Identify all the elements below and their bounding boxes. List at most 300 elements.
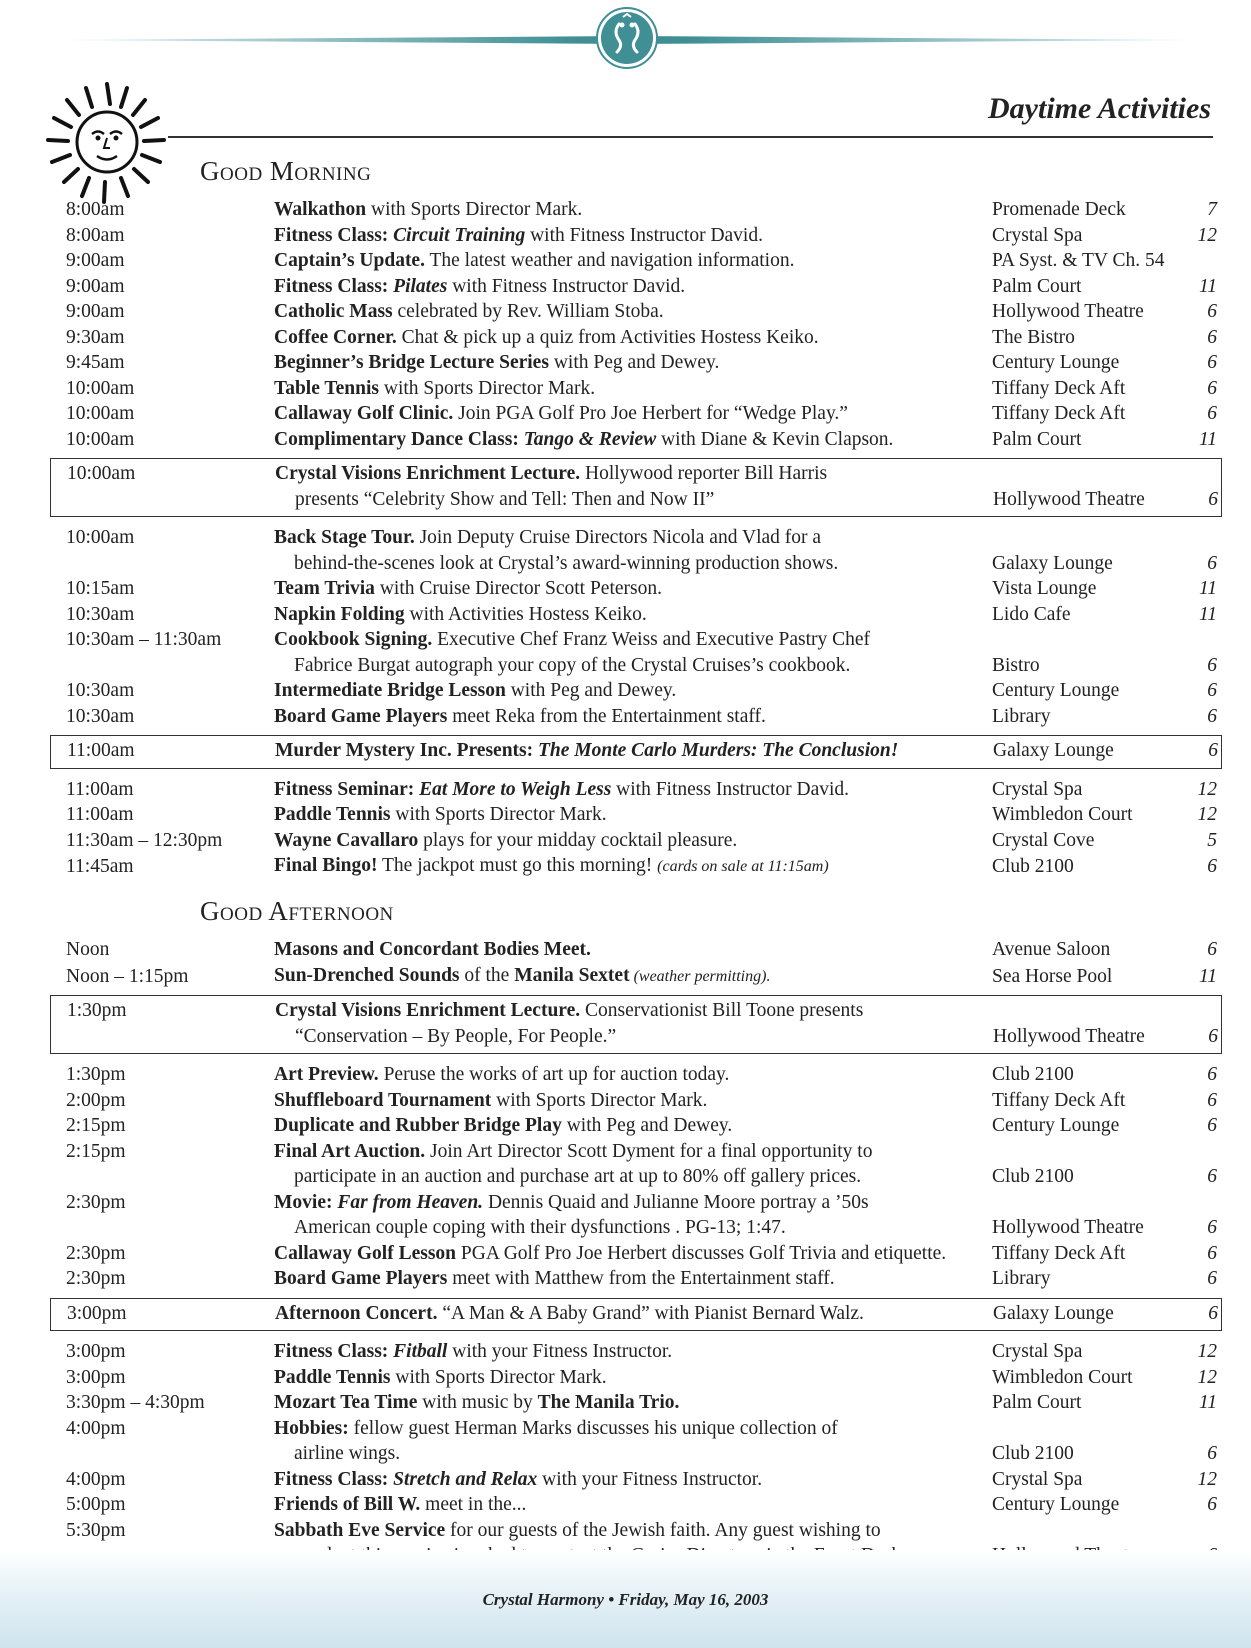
event-location: Tiffany Deck Aft: [992, 403, 1126, 424]
event-time: 10:00am: [66, 428, 135, 450]
event-name: Hobbies:: [274, 1417, 349, 1439]
event-name: Callaway Golf Clinic.: [274, 403, 454, 424]
event-detail: with Peg and Dewey.: [561, 1115, 733, 1136]
event-name: Callaway Golf Lesson: [274, 1242, 457, 1264]
event-detail: for our guests of the Jewish faith. Any guest wishing to: [445, 1519, 881, 1541]
event-detail-continued: behind-the-scenes look at Crystal’s award-winning production shows.: [294, 552, 839, 574]
event-detail: with Fitness Instructor David.: [611, 778, 850, 800]
event-description: [274, 678, 992, 704]
deck-number: 6: [1207, 939, 1217, 960]
deck-number: 6: [1207, 705, 1217, 727]
event-location: Crystal Spa: [992, 1341, 1083, 1362]
section-heading-afternoon: Good Afternoon: [200, 896, 394, 926]
event-description-line: [274, 1492, 992, 1518]
event-detail: with Peg and Dewey.: [548, 352, 720, 373]
event-name: Complimentary Dance Class:: [274, 428, 524, 450]
event-time: 9:00am: [66, 301, 125, 322]
event-detail: with music by: [417, 1392, 538, 1413]
event-name: Intermediate Bridge Lesson: [274, 680, 506, 701]
event-name: Sun-Drenched Sounds: [274, 964, 460, 986]
event-subtitle: Fitball: [393, 1341, 448, 1362]
event-name: Walkathon: [274, 199, 367, 220]
schedule-row: [56, 1088, 1216, 1114]
event-description: [274, 937, 992, 963]
event-location: Galaxy Lounge: [993, 1302, 1114, 1324]
event-description: [274, 1365, 992, 1391]
event-description-line: [274, 802, 992, 828]
event-description: [275, 998, 993, 1049]
event-detail: Join Deputy Cruise Directors Nicola and Vlad for a: [414, 527, 822, 548]
event-location: Galaxy Lounge: [992, 552, 1113, 574]
schedule-row: [56, 576, 1216, 602]
event-time: 8:00am: [66, 224, 125, 246]
event-description: [275, 461, 993, 512]
event-detail: with Diane & Kevin Clapson.: [656, 428, 894, 450]
event-description: [274, 1266, 992, 1292]
event-location: Wimbledon Court: [992, 1366, 1133, 1388]
event-description-line: [274, 427, 992, 453]
event-time: 11:00am: [66, 778, 134, 800]
deck-number: 11: [1198, 965, 1217, 987]
event-name: Catholic Mass: [274, 301, 393, 322]
schedule-row: [56, 274, 1216, 300]
event-detail: of the: [459, 964, 515, 986]
event-name: Final Bingo!: [274, 855, 378, 876]
event-description-line: [274, 401, 992, 427]
deck-number: 12: [1197, 1366, 1217, 1388]
sun-face-icon: [42, 78, 172, 208]
event-location: Avenue Saloon: [992, 939, 1111, 960]
deck-number: 6: [1207, 301, 1217, 322]
event-description-line: [274, 350, 992, 376]
deck-number: 6: [1207, 1268, 1217, 1289]
event-detail: Executive Chef Franz Weiss and Executive Pastry Chef: [432, 629, 871, 650]
event-detail: Hollywood reporter Bill Harris: [580, 463, 828, 484]
event-description-line: [275, 738, 993, 764]
event-description: [274, 627, 992, 678]
schedule-row: [57, 738, 1218, 764]
deck-number: 6: [1208, 488, 1218, 510]
event-name: Beginner’s Bridge Lecture Series: [274, 352, 549, 373]
event-description-line: [274, 299, 992, 325]
event-name: Movie:: [274, 1191, 338, 1213]
deck-number: 6: [1207, 1443, 1217, 1464]
event-detail: PGA Golf Pro Joe Herbert discusses Golf Trivia and etiquette.: [456, 1242, 947, 1264]
event-detail: meet with Matthew from the Entertainment staff.: [447, 1268, 835, 1289]
event-description-line: [274, 828, 992, 854]
event-detail: with Fitness Instructor David.: [525, 224, 763, 246]
event-time: 9:45am: [66, 352, 125, 373]
event-description-line: [274, 248, 992, 274]
event-name: Murder Mystery Inc. Presents:: [275, 740, 539, 761]
event-detail: Conservationist Bill Toone presents: [580, 1000, 864, 1021]
event-description: [274, 963, 992, 990]
schedule-row: [56, 525, 1216, 576]
event-subtitle: Far from Heaven.: [337, 1191, 484, 1213]
event-name: Wayne Cavallaro: [274, 829, 419, 851]
event-location: Hollywood Theatre: [992, 1217, 1144, 1238]
event-name: Board Game Players: [274, 705, 448, 727]
deck-number: 6: [1207, 1166, 1217, 1187]
deck-number: 12: [1197, 1341, 1217, 1362]
event-location: Crystal Spa: [992, 778, 1083, 800]
event-time: 10:00am: [66, 403, 135, 424]
event-description: [274, 828, 992, 854]
event-time: 2:15pm: [66, 1115, 126, 1136]
event-location: Crystal Cove: [992, 829, 1095, 851]
event-description-line: [274, 1467, 992, 1493]
event-time: 9:00am: [66, 275, 125, 297]
event-name: Art Preview.: [274, 1064, 379, 1085]
event-description-line: [275, 1301, 993, 1327]
deck-number: 6: [1207, 1089, 1217, 1111]
event-subtitle: Eat More to Weigh Less: [419, 778, 612, 800]
event-name: Fitness Class:: [274, 1341, 394, 1362]
event-time: 4:00pm: [66, 1468, 126, 1490]
schedule-row: [56, 802, 1216, 828]
event-location: Hollywood Theatre: [993, 1025, 1145, 1047]
event-name: Paddle Tennis: [274, 1366, 391, 1388]
event-description: [274, 1113, 992, 1139]
event-detail: with your Fitness Instructor.: [447, 1341, 673, 1362]
schedule-row: [56, 777, 1216, 803]
event-time: 2:30pm: [66, 1191, 126, 1213]
event-name: Fitness Class:: [274, 224, 394, 246]
schedule-row: [57, 1301, 1218, 1327]
event-subtitle: Pilates: [393, 275, 448, 297]
schedule-row: [56, 678, 1216, 704]
event-description-line: [274, 1139, 992, 1165]
event-time: 5:30pm: [66, 1519, 126, 1541]
page-title: Daytime Activities: [988, 92, 1211, 125]
event-time: 1:30pm: [66, 1064, 126, 1085]
event-description: [274, 1467, 992, 1493]
schedule-row: [56, 963, 1216, 990]
schedule-row: [56, 937, 1216, 963]
event-detail-continued: airline wings.: [294, 1443, 401, 1464]
event-note: (weather permitting).: [629, 967, 771, 985]
event-detail: fellow guest Herman Marks discusses his unique collection of: [348, 1417, 838, 1439]
event-description: [274, 602, 992, 628]
schedule-row: [56, 1062, 1216, 1088]
event-name: Table Tennis: [274, 377, 379, 399]
event-location: Palm Court: [992, 1392, 1082, 1413]
event-description: [274, 1339, 992, 1365]
schedule-row: [56, 350, 1216, 376]
event-description: [274, 248, 992, 274]
event-note: (cards on sale at 11:15am): [657, 858, 829, 875]
event-description: [274, 350, 992, 376]
event-name: Captain’s Update.: [274, 250, 425, 271]
schedule-row: [56, 1266, 1216, 1292]
event-description-line: [274, 1416, 992, 1442]
event-description: [274, 1492, 992, 1518]
event-name: Fitness Seminar:: [274, 778, 420, 800]
event-time: 11:45am: [66, 856, 134, 877]
event-time: 3:00pm: [67, 1302, 127, 1324]
event-description-line: [274, 1062, 992, 1088]
schedule-row: [56, 1241, 1216, 1267]
deck-number: 11: [1198, 275, 1217, 297]
event-detail: with Activities Hostess Keiko.: [404, 603, 647, 625]
event-detail: Chat & pick up a quiz from Activities Hostess Keiko.: [396, 326, 819, 348]
event-name: Cookbook Signing.: [274, 629, 433, 650]
event-name: Sabbath Eve Service: [274, 1519, 446, 1541]
schedule-row: [56, 427, 1216, 453]
event-description: [274, 1088, 992, 1114]
event-time: 9:30am: [66, 326, 125, 348]
event-description: [274, 704, 992, 730]
event-name: Fitness Class:: [274, 1468, 394, 1490]
event-subtitle: Tango & Review: [523, 428, 657, 450]
event-description: [274, 197, 992, 223]
featured-event-box: [50, 995, 1222, 1054]
event-location: Vista Lounge: [992, 578, 1097, 599]
event-name: Shuffleboard Tournament: [274, 1089, 492, 1111]
schedule-row: [56, 1390, 1216, 1416]
event-description-line: [274, 1339, 992, 1365]
event-description: [274, 853, 992, 880]
schedule-row: [56, 828, 1216, 854]
deck-number: 6: [1207, 377, 1217, 399]
event-location: Lido Cafe: [992, 603, 1071, 625]
title-rule: [168, 136, 1213, 138]
event-location: Palm Court: [992, 428, 1082, 450]
event-name: Duplicate and Rubber Bridge Play: [274, 1115, 562, 1136]
event-time: Noon – 1:15pm: [66, 965, 189, 987]
event-description-line: [274, 963, 992, 990]
schedule-row: [56, 376, 1216, 402]
footer-text: Crystal Harmony • Friday, May 16, 2003: [482, 1590, 769, 1609]
event-time: 11:00am: [67, 740, 135, 761]
event-name: Team Trivia: [274, 578, 375, 599]
event-description: [275, 738, 993, 764]
event-time: 10:30am: [66, 603, 135, 625]
event-description-line: [274, 853, 992, 880]
event-description: [274, 802, 992, 828]
event-location: Hollywood Theatre: [993, 488, 1145, 510]
schedule-row: [56, 1467, 1216, 1493]
schedule-row: [56, 1139, 1216, 1190]
deck-number: 6: [1207, 352, 1217, 373]
schedule-row: [56, 299, 1216, 325]
deck-number: 6: [1207, 654, 1217, 676]
event-location: Hollywood Theatre: [992, 301, 1144, 322]
event-detail: Dennis Quaid and Julianne Moore portray a ’50s: [483, 1191, 869, 1213]
event-detail: with Sports Director Mark.: [390, 1366, 607, 1388]
event-time: 11:00am: [66, 804, 134, 825]
event-description-line: [274, 525, 992, 551]
event-detail: plays for your midday cocktail pleasure.: [418, 829, 738, 851]
event-description-line: [274, 576, 992, 602]
event-description-line: [274, 1518, 992, 1544]
event-subtitle: Stretch and Relax: [393, 1468, 538, 1490]
event-location: Promenade Deck: [992, 199, 1126, 220]
deck-number: 6: [1208, 1302, 1218, 1324]
event-time: 10:30am: [66, 680, 135, 701]
schedule-row: [56, 602, 1216, 628]
event-detail: The jackpot must go this morning!: [377, 855, 658, 876]
event-location: Century Lounge: [992, 1115, 1120, 1136]
deck-number: 12: [1197, 1468, 1217, 1490]
event-time: Noon: [66, 939, 110, 960]
event-time: 10:30am – 11:30am: [66, 629, 222, 650]
deck-number: 6: [1208, 740, 1218, 761]
deck-number: 11: [1198, 578, 1217, 599]
seahorse-medallion-icon: [595, 6, 659, 70]
event-description: [274, 777, 992, 803]
event-detail-continued: “Conservation – By People, For People.”: [295, 1025, 617, 1047]
schedule-row: [56, 627, 1216, 678]
event-detail: meet Reka from the Entertainment staff.: [447, 705, 766, 727]
event-time: 5:00pm: [66, 1494, 126, 1515]
event-time: 8:00am: [66, 199, 125, 220]
event-location: Century Lounge: [992, 1494, 1120, 1515]
event-detail-continued: presents “Celebrity Show and Tell: Then and Now II”: [295, 488, 715, 510]
event-location: Club 2100: [992, 1166, 1074, 1187]
schedule-row: [57, 461, 1218, 512]
event-description-line: [275, 461, 993, 487]
event-time: 2:00pm: [66, 1089, 126, 1111]
schedule-row: [56, 1492, 1216, 1518]
event-time: 2:30pm: [66, 1268, 126, 1289]
event-description-line: [274, 1390, 992, 1416]
event-time: 11:30am – 12:30pm: [66, 829, 223, 851]
event-name: Afternoon Concert.: [275, 1302, 438, 1324]
event-description-line: [274, 1241, 992, 1267]
event-description-line: [274, 704, 992, 730]
event-name: Crystal Visions Enrichment Lecture.: [275, 463, 581, 484]
event-detail: with Peg and Dewey.: [505, 680, 677, 701]
event-location: Bistro: [992, 654, 1040, 676]
afternoon-schedule: [56, 937, 1216, 1569]
event-description-line: [274, 678, 992, 704]
morning-schedule: [56, 197, 1216, 880]
schedule-row: [56, 248, 1216, 274]
event-time: 10:00am: [66, 377, 135, 399]
event-detail: with Fitness Instructor David.: [447, 275, 686, 297]
event-location: Club 2100: [992, 856, 1074, 877]
deck-number: 6: [1207, 1242, 1217, 1264]
featured-event-box: [50, 735, 1222, 769]
event-description: [274, 401, 992, 427]
event-detail-continued: American couple coping with their dysfunctions . PG-13; 1:47.: [294, 1217, 786, 1238]
event-detail: with your Fitness Instructor.: [537, 1468, 763, 1490]
deck-number: 6: [1207, 856, 1217, 877]
schedule-row: [56, 223, 1216, 249]
deck-number: 5: [1207, 829, 1217, 851]
event-location: Palm Court: [992, 275, 1082, 297]
event-name: Paddle Tennis: [274, 804, 391, 825]
deck-number: 12: [1197, 778, 1217, 800]
event-time: 10:00am: [67, 463, 136, 484]
schedule-row: [56, 197, 1216, 223]
schedule-row: [56, 1113, 1216, 1139]
event-detail: with Sports Director Mark.: [378, 377, 596, 399]
event-description-line: [274, 1266, 992, 1292]
event-time: 4:00pm: [66, 1417, 126, 1439]
event-detail: Peruse the works of art up for auction today.: [378, 1064, 730, 1085]
event-time: 10:00am: [66, 527, 135, 548]
schedule-row: [56, 325, 1216, 351]
event-subtitle: The Monte Carlo Murders: The Conclusion!: [538, 740, 899, 761]
event-detail: “A Man & A Baby Grand” with Pianist Bernard Walz.: [437, 1302, 864, 1324]
event-detail: meet in the...: [420, 1494, 527, 1515]
event-time: 3:00pm: [66, 1366, 126, 1388]
deck-number: 6: [1207, 403, 1217, 424]
event-time: 9:00am: [66, 250, 125, 271]
event-description-line: [274, 1113, 992, 1139]
event-description-line: [274, 937, 992, 963]
deck-number: 6: [1207, 1115, 1217, 1136]
event-detail: Join PGA Golf Pro Joe Herbert for “Wedge Play.”: [453, 403, 848, 424]
schedule-row: [56, 1339, 1216, 1365]
event-description: [274, 1416, 992, 1467]
event-name: Fitness Class:: [274, 275, 394, 297]
event-time: 1:30pm: [67, 1000, 127, 1021]
event-performer: The Manila Trio.: [537, 1392, 680, 1413]
event-name: Masons and Concordant Bodies Meet.: [274, 939, 591, 960]
deck-number: 7: [1207, 199, 1217, 220]
schedule-row: [57, 998, 1218, 1049]
deck-number: 6: [1207, 326, 1217, 348]
event-detail: with Sports Director Mark.: [491, 1089, 708, 1111]
event-location: Sea Horse Pool: [992, 965, 1113, 987]
deck-number: 6: [1207, 1217, 1217, 1238]
event-detail: with Cruise Director Scott Peterson.: [374, 578, 662, 599]
event-name: Back Stage Tour.: [274, 527, 415, 548]
event-description: [274, 1139, 992, 1190]
deck-number: 6: [1207, 1064, 1217, 1085]
event-description-line: [274, 376, 992, 402]
event-location: Tiffany Deck Aft: [992, 1242, 1126, 1264]
deck-number: 6: [1207, 1494, 1217, 1515]
event-description-line: [274, 1365, 992, 1391]
event-name: Napkin Folding: [274, 603, 405, 625]
section-heading-morning: Good Morning: [200, 156, 372, 186]
deck-number: 6: [1207, 680, 1217, 701]
event-detail: The latest weather and navigation information.: [424, 250, 795, 271]
event-description: [274, 299, 992, 325]
event-name: Final Art Auction.: [274, 1140, 426, 1162]
schedule-row: [56, 704, 1216, 730]
schedule-row: [56, 1365, 1216, 1391]
event-description-line: [275, 998, 993, 1024]
event-description-line: [274, 223, 992, 249]
event-description-line: [274, 274, 992, 300]
event-detail-continued: participate in an auction and purchase art at up to 80% off gallery prices.: [294, 1166, 862, 1187]
featured-event-box: [50, 458, 1222, 517]
event-detail: celebrated by Rev. William Stoba.: [392, 301, 664, 322]
event-location: Crystal Spa: [992, 1468, 1083, 1490]
event-description-line: [274, 777, 992, 803]
event-name: Board Game Players: [274, 1268, 448, 1289]
featured-event-box: [50, 1298, 1222, 1332]
event-description-line: [274, 602, 992, 628]
event-time: 2:15pm: [66, 1140, 126, 1162]
deck-number: 12: [1197, 804, 1217, 825]
event-location: The Bistro: [992, 326, 1075, 348]
event-subtitle: Circuit Training: [393, 224, 526, 246]
event-name: Mozart Tea Time: [274, 1392, 418, 1413]
event-location: Tiffany Deck Aft: [992, 1089, 1126, 1111]
event-detail: with Sports Director Mark.: [390, 804, 607, 825]
event-description: [275, 1301, 993, 1327]
event-performer: Manila Sextet: [514, 964, 630, 986]
event-description: [274, 525, 992, 576]
event-description: [274, 576, 992, 602]
event-location: Century Lounge: [992, 680, 1120, 701]
